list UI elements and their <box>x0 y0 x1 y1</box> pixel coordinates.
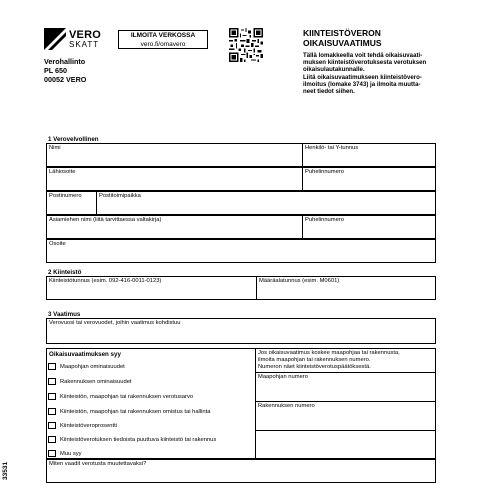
instruction-line: Tällä lomakkeella voit tehdä oikaisuvaati- <box>303 52 423 59</box>
instruction-line: muksen kiinteistöverotuksesta verotuksen <box>303 59 427 67</box>
form-title-line: OIKAISUVAATIMUS <box>303 38 382 48</box>
reason-label: Rakennuksen ominaisuudet <box>60 379 132 385</box>
reason-checkbox[interactable] <box>48 363 56 370</box>
reason-checkbox[interactable] <box>48 422 56 429</box>
instruction-line: oikaisulautakunnalle. <box>303 66 365 74</box>
online-filing-box <box>118 30 208 49</box>
id-number-label: Henkilö- tai Y-tunnus <box>305 145 359 151</box>
reason-label: Kiinteistön, maapohjan tai rakennuksen verotusarvo <box>60 394 194 400</box>
section-2-heading: 2 Kiinteistö <box>48 269 82 276</box>
logo-text-vero: VERO <box>69 29 101 41</box>
agent-phone-label: Puhelinnumero <box>305 217 344 223</box>
reason-checkbox[interactable] <box>48 450 56 457</box>
reason-label: Kiinteistöverotuksen tiedoista puuttuva kiinteistö tai rakennus <box>60 437 217 443</box>
section-3-heading: 3 Vaatimus <box>48 311 81 318</box>
online-filing-title: ILMOITA VERKOSSA <box>130 32 196 39</box>
id-number-field[interactable] <box>302 143 436 167</box>
street-address-label: Lähiosoite <box>49 169 76 175</box>
property-id-field[interactable] <box>46 276 257 300</box>
agent-address-field[interactable] <box>46 239 436 263</box>
form-title-line: KIINTEISTÖVERON <box>303 28 381 38</box>
postcode-field[interactable] <box>46 191 97 215</box>
form-instructions <box>303 52 443 95</box>
phone-label: Puhelinnumero <box>305 169 344 175</box>
reason-checkbox[interactable] <box>48 436 56 443</box>
name-field[interactable] <box>46 143 303 167</box>
reason-heading: Oikaisuvaatimuksen syy <box>49 351 121 358</box>
tax-years-field[interactable] <box>46 318 436 344</box>
agent-name-field[interactable] <box>46 215 303 239</box>
property-id-label: Kiinteistötunnus (esim. 092-416-0011-0123) <box>49 278 162 284</box>
tax-years-label: Verovuosi tai verovuodet, joihin vaatimus kohdistuu <box>49 320 181 326</box>
form-code <box>2 458 14 480</box>
area-id-field[interactable] <box>256 276 436 300</box>
section-1-heading: 1 Verovelvollinen <box>48 136 99 143</box>
recipient-address <box>44 57 86 84</box>
instruction-line: Liitä oikaisuvaatimukseen kiinteistövero- <box>303 73 422 81</box>
agent-phone-field[interactable] <box>302 215 436 239</box>
reason-label: Maapohjan ominaisuudet <box>60 364 125 370</box>
reason-label: Muu syy <box>60 451 82 457</box>
street-address-field[interactable] <box>46 167 303 191</box>
logo-text-skatt: SKATT <box>69 40 100 49</box>
reason-checkbox[interactable] <box>48 378 56 385</box>
form-code-text: 33531 <box>2 461 9 480</box>
note-line: ilmoita maapohjan tai rakennuksen numero. <box>258 357 371 363</box>
address-line: Verohallinto <box>44 57 86 66</box>
phone-field[interactable] <box>302 167 436 191</box>
building-number-field[interactable] <box>255 401 436 431</box>
note-line: Numeron näet kiinteistöverotuspäätöksestä. <box>258 364 371 370</box>
city-field[interactable] <box>96 191 436 215</box>
address-line: 00052 VERO <box>44 75 87 84</box>
vero-logo-mark-icon <box>44 28 66 50</box>
reason-label: Kiinteistöveroprosentti <box>60 423 118 429</box>
name-label: Nimi <box>49 145 61 151</box>
qr-code-icon <box>229 28 263 62</box>
reason-label: Kiinteistön, maapohjan tai rakennuksen omistus tai hallinta <box>60 409 211 415</box>
number-note <box>258 350 400 371</box>
city-label: Postitoimipaikka <box>99 193 141 199</box>
area-id-label: Määräalatunnus (esim. M0601) <box>259 278 340 284</box>
postcode-label: Postinumero <box>49 193 82 199</box>
reason-checkbox[interactable] <box>48 393 56 400</box>
requested-change-label: Miten vaadit verotusta muutettavaksi? <box>49 461 147 467</box>
instruction-line: neet tiedot siihen. <box>303 88 355 96</box>
building-number-label: Rakennuksen numero <box>258 403 315 409</box>
land-number-label: Maapohjan numero <box>258 374 308 380</box>
note-line: Jos oikaisuvaatimus koskee maapohjaa tai rakennusta, <box>258 350 400 356</box>
requested-change-field[interactable] <box>46 459 436 483</box>
reason-checkbox[interactable] <box>48 408 56 415</box>
online-filing-url[interactable]: vero.fi/omavero <box>140 40 186 48</box>
form-title <box>303 28 382 48</box>
vero-logo <box>44 28 108 50</box>
land-number-field[interactable] <box>255 372 436 402</box>
agent-address-label: Osoite <box>49 241 66 247</box>
agent-name-label: Asiamiehen nimi (liitä tarvittaessa valtakirja) <box>49 217 162 223</box>
instruction-line: ilmoitus (lomake 3743) ja ilmoita muutta- <box>303 80 421 88</box>
address-line: PL 650 <box>44 66 68 75</box>
